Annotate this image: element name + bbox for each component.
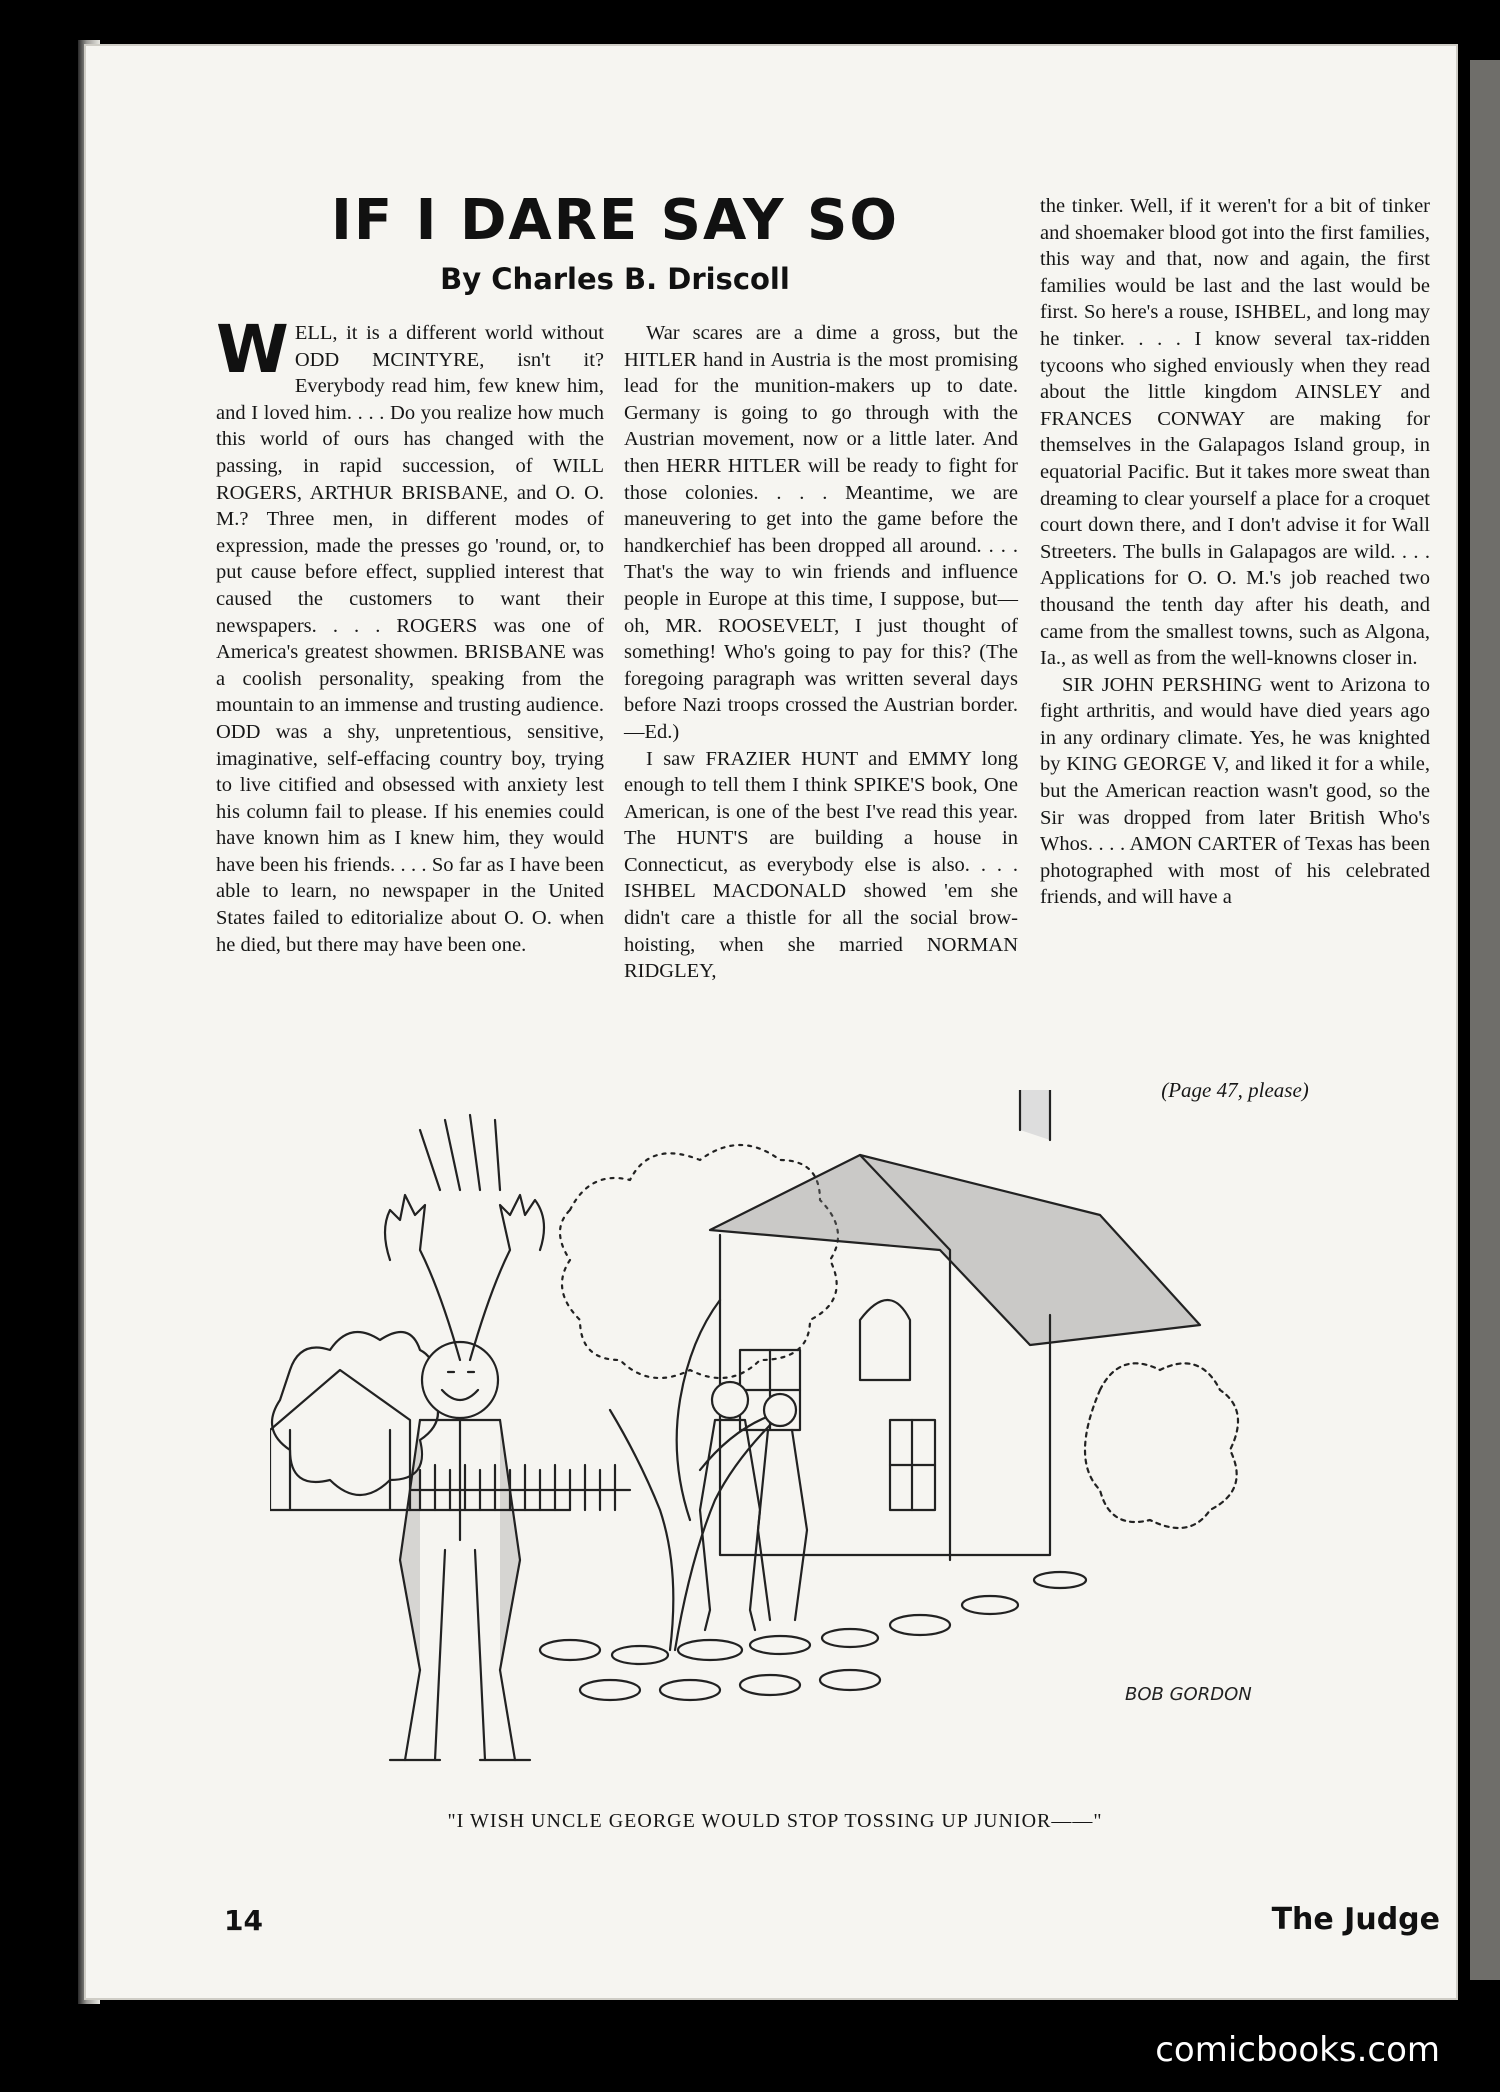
column-1-paragraph [216, 311, 604, 958]
motion-lines [420, 1115, 500, 1190]
column-1-text: ELL, it is a different world without ODD MCINTYRE, isn't it? Everybody read him, few knew him, and I loved him. . . . Do you realize how much this world of ours has changed with the passing, in rapid succession, of WILL ROGERS, ARTHUR BRISBANE, and O. O. M.? Three men, in different modes of expression, made the presses go 'round, or, to put cause before effect, supplied interest that caused the customers to want their newspapers. . . . ROGERS was one of America's greatest showmen. BRISBANE was a coolish personality, speaking from the mountain to an immense and trusting audience. ODD was a shy, unpretentious, sensitive, imaginative, self-effacing country boy, trying to live citified and obsessed with anxiety lest his column fail to please. If his enemies could have known him as I knew him, they would have been his friends. . . . So far as I have been able to learn, no newspaper in the United States failed to editorialize about O. O. when he died, but there may have been one. [216, 322, 604, 956]
picket-fence [410, 1465, 630, 1510]
continued-note: (Page 47, please) [1161, 1078, 1309, 1102]
article-column-3 [1040, 193, 1430, 911]
article-column-2 [624, 320, 1018, 985]
article-column-1 [216, 311, 604, 958]
stepping-stones [540, 1572, 1086, 1700]
cartoon-caption: "I WISH UNCLE GEORGE WOULD STOP TOSSING UP JUNIOR——" [447, 1810, 1103, 1832]
column-2-paragraph-2: I saw FRAZIER HUNT and EMMY long enough to tell them I think SPIKE'S book, One American, is one of the best I've read this year. The HUNT'S are building a house in Connecticut, as everybody else is also. . . . ISHBEL MACDONALD showed 'em she didn't care a thistle for all the social brow-hoisting, when she married NORMAN RIDGLEY, [624, 747, 1018, 983]
column-3-paragraph-2: SIR JOHN PERSHING went to Arizona to fight arthritis, and would have died years ago in any ordinary climate. Yes, he was knighted by KING GEORGE V, and liked it for a while, but the American reaction wasn't good, so the Sir was dropped from later British Who's Whos. . . . AMON CARTER of Texas has been photographed with most of his celebrated friends, and will have a [1040, 673, 1430, 909]
column-3-paragraph-1: the tinker. Well, if it weren't for a bit of tinker and shoemaker blood got into the first families, this way and that, now and again, the first families would be last and the last would be first. So here's a rouse, ISHBEL, and long may he tinker. . . . I know several tax-ridden tycoons who sighed enviously when they read about the little kingdom AINSLEY and FRANCES CONWAY are making for themselves in the Galapagos Island group, in equatorial Pacific. But it takes more sweat than dreaming to clear yourself a place for a croquet court down there, and I don't advise it for Wall Streeters. The bulls in Galapagos are wild. . . . Applications for O. O. M.'s job reached two thousand the tenth day after his death, and came from the smallest towns, such as Algona, Ia., as well as from the well-knowns closer in. [1040, 195, 1430, 670]
cartoon-illustration [270, 1090, 1330, 1780]
magazine-name: The Judge [1271, 1902, 1440, 1937]
right-shrub [1085, 1363, 1238, 1528]
artist-signature: BOB GORDON [1125, 1684, 1252, 1705]
watermark: comicbooks.com [1155, 2030, 1440, 2070]
couple-figures [700, 1382, 807, 1630]
article-title: IF I DARE SAY SO [331, 188, 899, 253]
page-number: 14 [224, 1904, 263, 1937]
drop-cap: W [216, 311, 289, 388]
next-page-edge [1470, 60, 1500, 1980]
tree-canopy [560, 1145, 838, 1378]
article-byline: By Charles B. Driscoll [440, 262, 790, 296]
column-2-paragraph-1: War scares are a dime a gross, but the HITLER hand in Austria is the most promising lead for the munition-makers up to date. Germany is going to go through with the Austrian movement, now or a little later. And then HERR HITLER will be ready to fight for those colonies. . . . Meantime, we are maneuvering to get into the game before the handkerchief has been dropped all around. . . . That's the way to win friends and influence people in Europe at this time, I suppose, but—oh, MR. ROOSEVELT, I just thought of something! Who's going to pay for this? (The foregoing paragraph was written several days before Nazi troops crossed the Austrian border.—Ed.) [624, 322, 1018, 743]
